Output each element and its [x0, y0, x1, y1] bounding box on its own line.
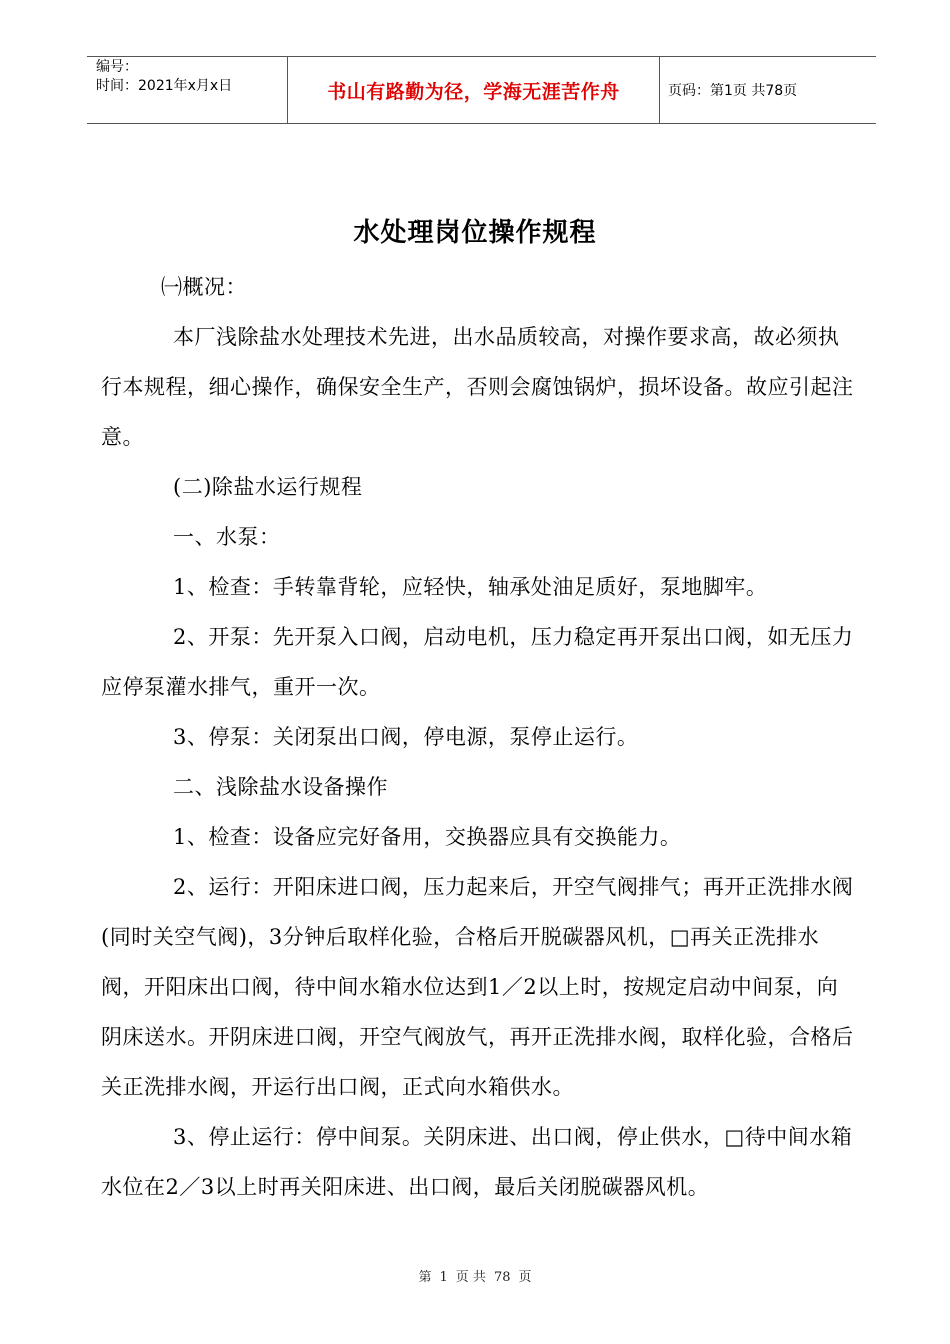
paragraph-equipment-stop: 3、停止运行：停中间泵。关阴床进、出口阀，停止供水，□待中间水箱水位在2／3以上时再关阳床进、出口阀，最后关闭脱碳器风机。	[101, 1125, 853, 1199]
section-heading-desalted-water: (二)除盐水运行规程	[173, 475, 363, 499]
footer-page-suffix: 页	[518, 1270, 532, 1285]
paragraph-overview: 本厂浅除盐水处理技术先进，出水品质较高，对操作要求高，故必须执行本规程，细心操作，确保安全生产，否则会腐蚀锅炉，损坏设备。故应引起注意。	[101, 325, 854, 449]
header-motto: 书山有路勤为径，学海无涯苦作舟	[287, 57, 660, 123]
section-heading-overview: ㈠概况：	[161, 275, 247, 299]
document-number-label: 编号：	[96, 59, 138, 75]
paragraph-equipment-run: 2、运行：开阳床进口阀，压力起来后，开空气阀排气；再开正洗排水阀(同时关空气阀)，3分钟后取样化验，合格后开脱碳器风机，□再关正洗排水阀，开阳床出口阀，待中间水箱水位达到1／2以上时，按规定启动中间泵，向阴床送水。开阴床进口阀，开空气阀放气，再开正洗排水阀，取样化验，合格后关正洗排水阀，开运行出口阀，正式向水箱供水。	[101, 875, 854, 1099]
paragraph-pump-stop: 3、停泵：关闭泵出口阀，停电源，泵停止运行。	[173, 725, 639, 749]
footer-page-prefix: 第	[418, 1270, 432, 1285]
document-body	[101, 262, 859, 1212]
footer-page-number: 1	[439, 1270, 448, 1285]
subheading-equipment-operation: 二、浅除盐水设备操作	[173, 775, 388, 799]
subheading-pump: 一、水泵：	[173, 525, 281, 549]
paragraph-equipment-check: 1、检查：设备应完好备用，交换器应具有交换能力。	[173, 825, 682, 849]
paragraph-pump-check: 1、检查：手转靠背轮，应轻快，轴承处油足质好，泵地脚牢。	[173, 575, 768, 599]
page-header	[87, 56, 876, 124]
document-title: 水处理岗位操作规程	[353, 218, 597, 248]
page-footer	[0, 1266, 950, 1285]
footer-total-pages: 78	[493, 1270, 511, 1285]
header-meta	[87, 57, 287, 123]
paragraph-pump-start: 2、开泵：先开泵入口阀，启动电机，压力稳定再开泵出口阀，如无压力应停泵灌水排气，重开一次。	[101, 625, 854, 699]
header-page-info: 页码：第1页 共78页	[668, 83, 798, 99]
document-time-label: 时间：2021年x月x日	[96, 78, 233, 94]
footer-page-mid: 页 共	[455, 1270, 486, 1285]
